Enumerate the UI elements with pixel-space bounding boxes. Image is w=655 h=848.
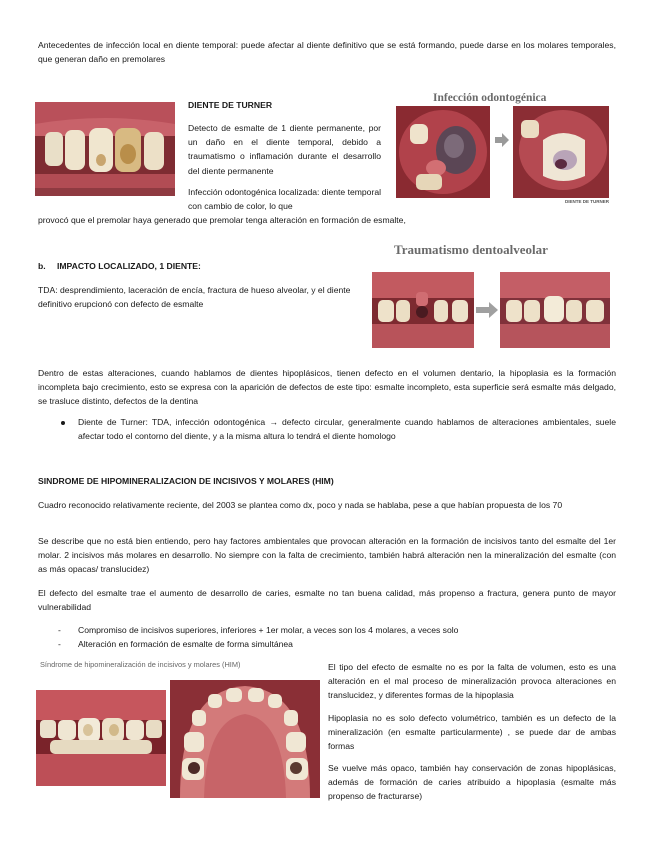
him-right-paragraph-2: Hipoplasia no es solo defecto volumétrico, también es un defecto de la mineralización (en esmalte particularmente) , se puede dar de ambas formas: [328, 713, 616, 752]
impact-heading-prefix: b.: [38, 261, 46, 271]
him-paragraph-3: El defecto del esmalte trae el aumento de desarrollo de caries, esmalte no tan buena calidad, más propenso a fractura, genera punto de mayor vulnerabilidad: [38, 588, 616, 613]
him-right-paragraph-1: El tipo del efecto de esmalte no es por la falta de volumen, esto es una alteración en el mal proceso de mineralización provoca alteraciones en translucidez, y diferentes formas de la hipoplasia: [328, 662, 616, 701]
him-list-item: Compromiso de incisivos superiores, inferiores + 1er molar, a veces son los 4 molares, a veces solo: [78, 625, 459, 635]
dash-marker: -: [58, 639, 61, 649]
impact-heading: IMPACTO LOCALIZADO, 1 DIENTE:: [57, 261, 201, 271]
infection-photo-after: [513, 106, 609, 198]
turner-photo: [35, 102, 175, 196]
infection-figure-title: Infección odontogénica: [433, 92, 547, 104]
turner-infection-text: Infección odontogénica localizada: diente temporal con cambio de color, lo que: [188, 187, 382, 212]
turner-teeth-illustration: [35, 102, 175, 196]
turner-heading: DIENTE DE TURNER: [188, 100, 273, 110]
hipoplasia-paragraph: Dentro de estas alteraciones, cuando hablamos de dientes hipoplásicos, tienen defecto en el volumen dentario, la hipoplasia es la formación incompleta bajo crecimiento, esto se expresa con la aparición de defectos de este tipo: esmalte incompleto, esta superficie será esmalte más delgado, se trasluce distinto, defectos de la dentina: [38, 368, 616, 407]
trauma-figure-title: Traumatismo dentoalveolar: [394, 242, 548, 257]
arrow-right-icon: [495, 133, 509, 147]
him-paragraph-2: Se describe que no está bien entiendo, pero hay factores ambientales que provocan alteración en la formación de incisivos tanto del esmalte del 1er molar. 2 incisivos más molares en desarrollo. No siempre con la falta de crecimiento, también habrá alteración nen la mineralización del esmalte (con as más opacas/ translucidez): [38, 536, 616, 575]
arrow-right-icon: [476, 302, 498, 318]
trauma-after-illustration: [500, 272, 610, 348]
him-list-item: Alteración en formación de esmalte de forma simultánea: [78, 639, 293, 649]
trauma-arrow: [476, 302, 498, 318]
him-figure-title: Síndrome de hipomineralización de incisivos y molares (HIM): [40, 660, 241, 669]
dash-marker: -: [58, 625, 61, 635]
trauma-before-illustration: [372, 272, 474, 348]
him-front-illustration: [36, 690, 166, 786]
infection-photo-caption: DIENTE DE TURNER: [565, 199, 610, 204]
infection-arrow: [495, 133, 509, 147]
impact-text: TDA: desprendimiento, laceración de encía, fractura de hueso alveolar, y el diente definitivo erupcionó con defecto de esmalte: [38, 285, 351, 310]
turner-infection-continued: provocó que el premolar haya generado que premolar tenga alteración en formación de esmalte,: [38, 215, 406, 225]
trauma-photo-before: [372, 272, 474, 348]
intro-paragraph: Antecedentes de infección local en diente temporal: puede afectar al diente definitivo que se está formando, puede darse en los molares temporales, que generan daño en premolares: [38, 40, 616, 65]
him-paragraph-1: Cuadro reconocido relativamente reciente, del 2003 se plantea como dx, poco y nada se hablaba, pese a que habían propuesta de los 70: [38, 500, 563, 510]
bullet-marker: [61, 421, 65, 425]
him-photo-occlusal: [170, 680, 320, 798]
infection-after-illustration: [513, 106, 609, 198]
him-right-paragraph-3: Se vuelve más opaco, también hay conservación de zonas hipoplásicas, además de formación de caries atribuido a hipoplasia (esmalte más propenso de fracturarse): [328, 763, 616, 802]
him-photo-front: [36, 690, 166, 786]
him-occlusal-illustration: [170, 680, 320, 798]
trauma-photo-after: [500, 272, 610, 348]
turner-bullet-item: Diente de Turner: TDA, infección odontogénica → defecto circular, generalmente cuando hablamos de alteraciones ambientales, suele afectar todo el contorno del diente, y a la misma altura lo tendrá el diente homologo: [78, 417, 616, 442]
infection-before-illustration: [396, 106, 490, 198]
infection-photo-before: [396, 106, 490, 198]
turner-definition: Detecto de esmalte de 1 diente permanente, por un daño en el diente temporal, debido a traumatismo o inflamación durante el desarrollo del diente permanente: [188, 123, 381, 176]
him-heading: SINDROME DE HIPOMINERALIZACION DE INCISIVOS Y MOLARES (HIM): [38, 476, 334, 486]
